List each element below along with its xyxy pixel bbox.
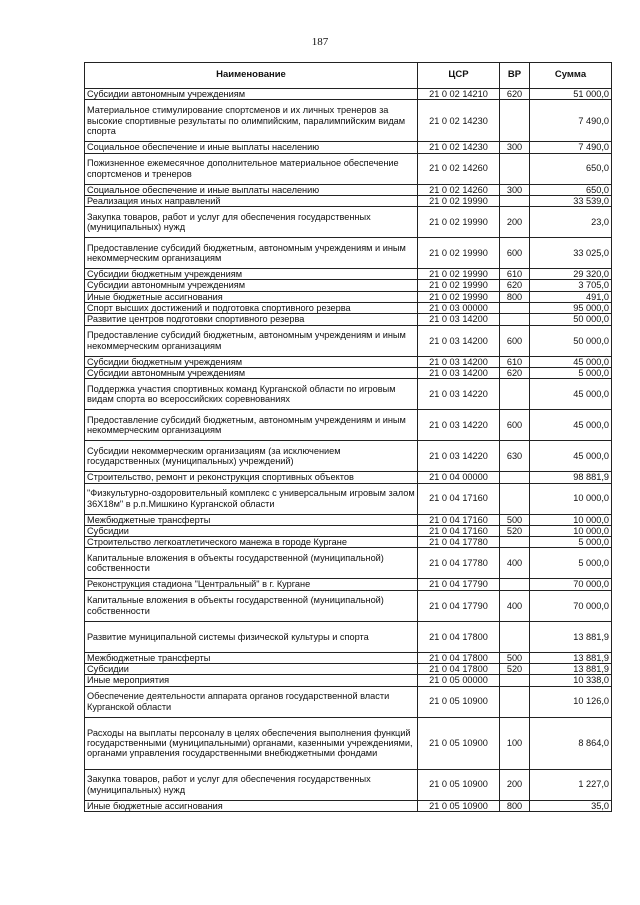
- table-row: [85, 675, 612, 686]
- cell-sum: 10 000,0: [530, 483, 612, 514]
- cell-name: Обеспечение деятельности аппарата органов государственной власти Курганской области: [85, 686, 418, 717]
- table-row: [85, 314, 612, 325]
- cell-csr: 21 0 03 14220: [418, 441, 500, 472]
- cell-vr: 620: [500, 89, 530, 100]
- table-row: [85, 89, 612, 100]
- cell-vr: 600: [500, 410, 530, 441]
- cell-sum: 7 490,0: [530, 142, 612, 153]
- cell-sum: 13 881,9: [530, 652, 612, 663]
- cell-sum: 7 490,0: [530, 100, 612, 142]
- cell-vr: [500, 675, 530, 686]
- cell-vr: 300: [500, 184, 530, 195]
- cell-name: Пожизненное ежемесячное дополнительное материальное обеспечение спортсменов и тренеров: [85, 153, 418, 184]
- table-row: [85, 356, 612, 367]
- table-row: [85, 100, 612, 142]
- cell-csr: 21 0 03 14220: [418, 379, 500, 410]
- cell-csr: 21 0 02 14230: [418, 100, 500, 142]
- cell-sum: 650,0: [530, 184, 612, 195]
- table-row: [85, 717, 612, 769]
- cell-sum: 70 000,0: [530, 579, 612, 590]
- cell-name: Материальное стимулирование спортсменов и их личных тренеров за высокие спортивные результаты по олимпийским, паралимпийским видам спорта: [85, 100, 418, 142]
- cell-csr: 21 0 02 19990: [418, 291, 500, 302]
- cell-sum: 51 000,0: [530, 89, 612, 100]
- table-row: [85, 153, 612, 184]
- table-row: [85, 195, 612, 206]
- table-row: [85, 769, 612, 800]
- cell-csr: 21 0 02 14210: [418, 89, 500, 100]
- table-row: [85, 142, 612, 153]
- table-row: [85, 367, 612, 378]
- cell-sum: 10 000,0: [530, 514, 612, 525]
- header-sum: Сумма: [530, 63, 612, 89]
- cell-csr: 21 0 04 17160: [418, 514, 500, 525]
- cell-sum: 23,0: [530, 207, 612, 238]
- cell-sum: 29 320,0: [530, 269, 612, 280]
- cell-sum: 10 000,0: [530, 525, 612, 536]
- cell-name: Реконструкция стадиона "Центральный" в г. Кургане: [85, 579, 418, 590]
- table-row: [85, 652, 612, 663]
- cell-name: Субсидии: [85, 664, 418, 675]
- cell-vr: 520: [500, 525, 530, 536]
- table-row: [85, 548, 612, 579]
- cell-csr: 21 0 04 17160: [418, 483, 500, 514]
- page-number: 187: [311, 36, 329, 48]
- cell-csr: 21 0 02 14260: [418, 153, 500, 184]
- cell-vr: 100: [500, 717, 530, 769]
- cell-vr: 300: [500, 142, 530, 153]
- cell-csr: 21 0 02 14230: [418, 142, 500, 153]
- cell-sum: 650,0: [530, 153, 612, 184]
- cell-name: Предоставление субсидий бюджетным, автономным учреждениям и иным некоммерческим организациям: [85, 410, 418, 441]
- cell-vr: [500, 686, 530, 717]
- cell-csr: 21 0 04 17800: [418, 652, 500, 663]
- cell-sum: 10 338,0: [530, 675, 612, 686]
- cell-csr: 21 0 04 17790: [418, 579, 500, 590]
- cell-name: Субсидии автономным учреждениям: [85, 280, 418, 291]
- cell-name: Закупка товаров, работ и услуг для обеспечения государственных (муниципальных) нужд: [85, 207, 418, 238]
- cell-name: "Физкультурно-оздоровительный комплекс с универсальным игровым залом 36Х18м" в р.п.Мишкино Курганской области: [85, 483, 418, 514]
- cell-vr: [500, 379, 530, 410]
- cell-sum: 45 000,0: [530, 410, 612, 441]
- cell-vr: [500, 195, 530, 206]
- cell-vr: 500: [500, 514, 530, 525]
- table-row: [85, 207, 612, 238]
- cell-csr: 21 0 05 10900: [418, 686, 500, 717]
- header-csr: ЦСР: [418, 63, 500, 89]
- table-row: [85, 269, 612, 280]
- table-row: [85, 472, 612, 483]
- table-row: [85, 238, 612, 269]
- header-vr: ВР: [500, 63, 530, 89]
- cell-name: Межбюджетные трансферты: [85, 652, 418, 663]
- cell-vr: [500, 303, 530, 314]
- table-row: [85, 410, 612, 441]
- cell-csr: 21 0 02 19990: [418, 207, 500, 238]
- cell-vr: [500, 153, 530, 184]
- table-row: [85, 537, 612, 548]
- cell-vr: 200: [500, 207, 530, 238]
- table-row: [85, 579, 612, 590]
- cell-name: Иные мероприятия: [85, 675, 418, 686]
- cell-vr: 630: [500, 441, 530, 472]
- cell-name: Спорт высших достижений и подготовка спортивного резерва: [85, 303, 418, 314]
- cell-sum: 50 000,0: [530, 314, 612, 325]
- cell-sum: 33 539,0: [530, 195, 612, 206]
- cell-vr: 800: [500, 800, 530, 811]
- cell-csr: 21 0 03 14200: [418, 314, 500, 325]
- cell-name: Иные бюджетные ассигнования: [85, 291, 418, 302]
- cell-name: Межбюджетные трансферты: [85, 514, 418, 525]
- table-row: [85, 483, 612, 514]
- cell-vr: 400: [500, 590, 530, 621]
- cell-sum: 3 705,0: [530, 280, 612, 291]
- cell-sum: 35,0: [530, 800, 612, 811]
- table-row: [85, 325, 612, 356]
- cell-csr: 21 0 05 10900: [418, 800, 500, 811]
- table-row: [85, 664, 612, 675]
- cell-vr: [500, 314, 530, 325]
- cell-csr: 21 0 05 10900: [418, 717, 500, 769]
- cell-csr: 21 0 03 14200: [418, 325, 500, 356]
- cell-vr: 600: [500, 238, 530, 269]
- table-row: [85, 291, 612, 302]
- cell-vr: 520: [500, 664, 530, 675]
- cell-name: Строительство, ремонт и реконструкция спортивных объектов: [85, 472, 418, 483]
- cell-name: Предоставление субсидий бюджетным, автономным учреждениям и иным некоммерческим организациям: [85, 325, 418, 356]
- cell-csr: 21 0 02 14260: [418, 184, 500, 195]
- table-row: [85, 621, 612, 652]
- table-row: [85, 379, 612, 410]
- cell-name: Развитие муниципальной системы физической культуры и спорта: [85, 621, 418, 652]
- cell-csr: 21 0 04 17160: [418, 525, 500, 536]
- cell-vr: 500: [500, 652, 530, 663]
- table-row: [85, 184, 612, 195]
- cell-vr: 610: [500, 356, 530, 367]
- cell-name: Субсидии: [85, 525, 418, 536]
- cell-csr: 21 0 04 17800: [418, 621, 500, 652]
- cell-sum: 10 126,0: [530, 686, 612, 717]
- cell-csr: 21 0 04 17790: [418, 590, 500, 621]
- cell-sum: 13 881,9: [530, 664, 612, 675]
- cell-name: Субсидии некоммерческим организациям (за исключением государственных (муниципальных) учреждений): [85, 441, 418, 472]
- cell-csr: 21 0 02 19990: [418, 269, 500, 280]
- cell-name: Предоставление субсидий бюджетным, автономным учреждениям и иным некоммерческим организациям: [85, 238, 418, 269]
- table-body: [85, 89, 612, 812]
- cell-sum: 491,0: [530, 291, 612, 302]
- cell-vr: 400: [500, 548, 530, 579]
- cell-vr: [500, 472, 530, 483]
- cell-sum: 98 881,9: [530, 472, 612, 483]
- cell-sum: 8 864,0: [530, 717, 612, 769]
- cell-name: Субсидии автономным учреждениям: [85, 89, 418, 100]
- cell-name: Развитие центров подготовки спортивного резерва: [85, 314, 418, 325]
- table-row: [85, 303, 612, 314]
- cell-vr: 800: [500, 291, 530, 302]
- cell-sum: 70 000,0: [530, 590, 612, 621]
- cell-csr: 21 0 03 00000: [418, 303, 500, 314]
- cell-name: Капитальные вложения в объекты государственной (муниципальной) собственности: [85, 590, 418, 621]
- cell-sum: 45 000,0: [530, 379, 612, 410]
- table-header: [85, 63, 612, 89]
- cell-csr: 21 0 04 00000: [418, 472, 500, 483]
- cell-vr: 600: [500, 325, 530, 356]
- cell-vr: 620: [500, 280, 530, 291]
- cell-vr: 200: [500, 769, 530, 800]
- cell-csr: 21 0 03 14220: [418, 410, 500, 441]
- cell-csr: 21 0 02 19990: [418, 195, 500, 206]
- cell-vr: [500, 579, 530, 590]
- cell-vr: [500, 537, 530, 548]
- cell-name: Расходы на выплаты персоналу в целях обеспечения выполнения функций государственными (муниципальными) органами, казенными учреждениями, органами управления государственными внебюджетными фондами: [85, 717, 418, 769]
- cell-csr: 21 0 05 10900: [418, 769, 500, 800]
- header-name: Наименование: [85, 63, 418, 89]
- table-row: [85, 800, 612, 811]
- cell-name: Субсидии бюджетным учреждениям: [85, 269, 418, 280]
- cell-sum: 5 000,0: [530, 537, 612, 548]
- cell-csr: 21 0 03 14200: [418, 367, 500, 378]
- cell-sum: 5 000,0: [530, 367, 612, 378]
- cell-sum: 13 881,9: [530, 621, 612, 652]
- cell-name: Закупка товаров, работ и услуг для обеспечения государственных (муниципальных) нужд: [85, 769, 418, 800]
- cell-csr: 21 0 02 19990: [418, 238, 500, 269]
- cell-vr: [500, 621, 530, 652]
- cell-csr: 21 0 04 17780: [418, 548, 500, 579]
- cell-sum: 50 000,0: [530, 325, 612, 356]
- cell-csr: 21 0 02 19990: [418, 280, 500, 291]
- cell-vr: [500, 483, 530, 514]
- table-row: [85, 441, 612, 472]
- table-row: [85, 590, 612, 621]
- cell-vr: 610: [500, 269, 530, 280]
- table-row: [85, 525, 612, 536]
- cell-csr: 21 0 03 14200: [418, 356, 500, 367]
- cell-sum: 5 000,0: [530, 548, 612, 579]
- cell-sum: 45 000,0: [530, 356, 612, 367]
- cell-vr: [500, 100, 530, 142]
- cell-sum: 1 227,0: [530, 769, 612, 800]
- cell-sum: 45 000,0: [530, 441, 612, 472]
- cell-name: Социальное обеспечение и иные выплаты населению: [85, 142, 418, 153]
- table-row: [85, 686, 612, 717]
- cell-sum: 95 000,0: [530, 303, 612, 314]
- cell-name: Социальное обеспечение и иные выплаты населению: [85, 184, 418, 195]
- cell-name: Капитальные вложения в объекты государственной (муниципальной) собственности: [85, 548, 418, 579]
- cell-name: Поддержка участия спортивных команд Курганской области по игровым видам спорта во всероссийских соревнованиях: [85, 379, 418, 410]
- cell-csr: 21 0 04 17780: [418, 537, 500, 548]
- table-row: [85, 280, 612, 291]
- cell-name: Субсидии бюджетным учреждениям: [85, 356, 418, 367]
- cell-csr: 21 0 05 00000: [418, 675, 500, 686]
- cell-name: Иные бюджетные ассигнования: [85, 800, 418, 811]
- budget-table: [84, 62, 612, 812]
- cell-vr: 620: [500, 367, 530, 378]
- cell-name: Реализация иных направлений: [85, 195, 418, 206]
- cell-csr: 21 0 04 17800: [418, 664, 500, 675]
- cell-sum: 33 025,0: [530, 238, 612, 269]
- cell-name: Субсидии автономным учреждениям: [85, 367, 418, 378]
- cell-name: Строительство легкоатлетического манежа в городе Кургане: [85, 537, 418, 548]
- table-row: [85, 514, 612, 525]
